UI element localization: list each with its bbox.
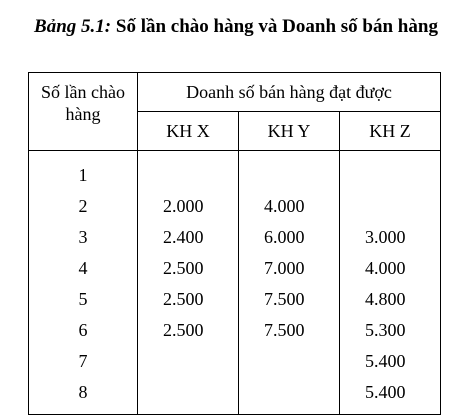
offer-count-cell: 8 [29,377,138,415]
table-row [29,151,441,192]
offer-count-cell: 1 [29,151,138,192]
offer-count-cell: 3 [29,222,138,253]
kh-y-cell: 4.000 [239,191,340,222]
caption-label: Bảng 5.1: [34,16,112,37]
offer-count-cell: 2 [29,191,138,222]
kh-y-cell: 7.500 [239,284,340,315]
table-row [29,222,441,253]
kh-z-cell: 5.300 [340,315,441,346]
table-row [29,346,441,377]
kh-y-cell [239,151,340,192]
kh-z-cell: 5.400 [340,377,441,415]
table-row [29,315,441,346]
group-header-sales: Doanh số bán hàng đạt được [138,73,441,112]
offer-count-cell: 7 [29,346,138,377]
offer-count-cell: 4 [29,253,138,284]
kh-x-cell: 2.500 [138,253,239,284]
kh-y-cell: 7.000 [239,253,340,284]
kh-z-cell [340,191,441,222]
kh-x-cell: 2.500 [138,284,239,315]
kh-z-cell [340,151,441,192]
kh-y-cell: 7.500 [239,315,340,346]
column-header-kh-x: KH X [138,112,239,151]
kh-y-cell [239,377,340,415]
table-row [29,377,441,415]
kh-x-cell [138,346,239,377]
kh-z-cell: 4.800 [340,284,441,315]
column-header-kh-z: KH Z [340,112,441,151]
kh-z-cell: 5.400 [340,346,441,377]
table-row [29,191,441,222]
kh-x-cell: 2.000 [138,191,239,222]
table-caption [0,16,472,38]
column-header-kh-y: KH Y [239,112,340,151]
offer-count-cell: 6 [29,315,138,346]
table-row [29,253,441,284]
kh-z-cell: 4.000 [340,253,441,284]
row-header-offers: Số lần chào hàng [29,73,138,151]
kh-y-cell: 6.000 [239,222,340,253]
table-row [29,284,441,315]
sales-table [28,72,441,415]
kh-x-cell [138,151,239,192]
caption-title: Số lần chào hàng và Doanh số bán hàng [115,16,438,37]
offer-count-cell: 5 [29,284,138,315]
kh-z-cell: 3.000 [340,222,441,253]
kh-x-cell: 2.500 [138,315,239,346]
kh-x-cell [138,377,239,415]
kh-x-cell: 2.400 [138,222,239,253]
kh-y-cell [239,346,340,377]
